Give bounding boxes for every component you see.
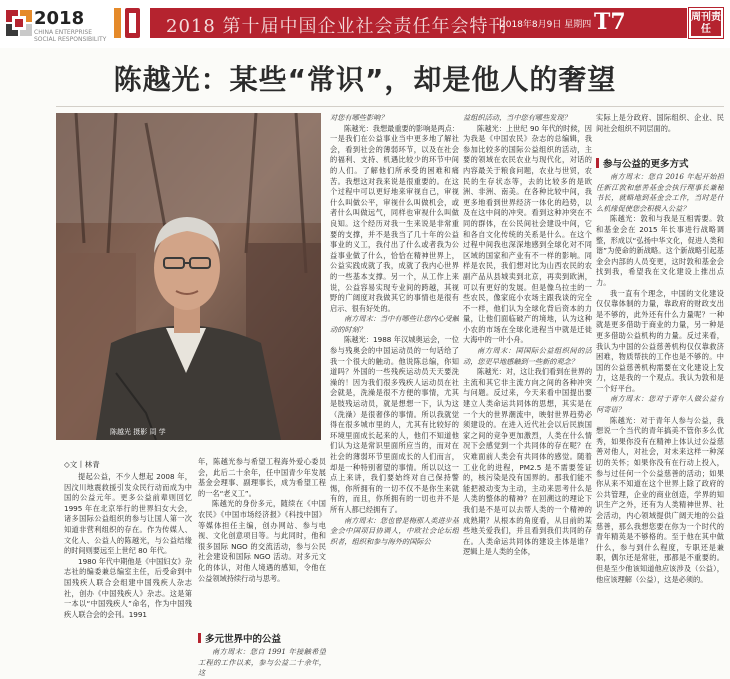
page-header [0,0,730,48]
heading-marker [198,633,201,643]
article-column-5 [596,172,724,677]
question-text [198,647,326,677]
portrait-photo [56,113,321,440]
banner-title: 2018 第十届中国企业社会责任年会特刊 [166,16,508,37]
logo-year: 2018 [34,8,85,29]
answer-paragraph: 陈越光：我想最重要的影响是两点：一是我们在公益事业当中更多地了解社会，看到社会的薄弱环节，以及在社会的福利、支持、机遇比较少的环节中间的人们。了解他们所承受的困难和痛苦。我想这对我来说是很重要的。在这个过程中可以更好地来审视自己，审视什么叫做公平，审视什么叫做机会，或者什么叫做远气，同样也审视什么叫做良知。这个经历对我一生来说是非常重要的支撑，并不是我当了几十年的公益事业的义工，我付出了什么或者我为公益事业做了什么，恰恰在精神世界上，公益实践成就了我，成就了我内心世界的一些基本支撑。另一个，从工作上来说，公益容易实现专业间的跨越，其视野的广阔度对我做其它的事情也是很有启示、很有好处的。 [330,123,459,313]
issue-date: 2018年8月9日 星期四 [500,20,592,30]
answer-paragraph: 陈越光：对于青年人参与公益，我想说一个当代的青年搞美不管你多么优秀，如果你没有在精神上体认过公益慈善对他人，对社会，对未来这样一种深切的关怀；如果你没有在行动上投入，参与过任何一个公益慈善的活动；如果你从来不知道在这个世界上除了政府的公共管理，企业的商业创造，学界的知识生产之外，还有为人类精神世界、社会活动，内心领域提供广阔天地的公益慈善，那么我想您要在你为一个时代的青年精英是不够格的。至于他在其中做什么，参与到什么程度，专职还是兼职，偶尔还是常驻，那都是不重要的。但是至少他该知道他应该涉及（公益），他应该理解（公益），这是必须的。 [596,415,724,584]
paragraph: 提起公益，不少人想起 2008 年，因汶川地震救援引发众民行动而成为中国的公益元年。更多公益前辈则回忆 1995 年在北京举行的世界妇女大会，诸多国际公益组织的参与让国人第一次知道非营利组织的存在。作为传媒人、文化人、公益人的陈越光，与公益结缘的时间则要远至上世纪 80 年代。 [64,472,192,556]
heading-text: 多元世界中的公益 [205,634,282,645]
question-text: 对您有哪些影响？ [330,113,388,122]
column-seal: 周刊责任 [689,8,723,38]
paragraph: 年，陈越光参与希望工程海外爱心委员会，此后二十余年，任中国青少年发展基金会理事、副理事长，成为希望工程的一名“老义工”。 [198,457,326,498]
article-column-1 [64,472,192,677]
article-headline: 陈越光：某些“常识”，却是他人的奢望 [113,63,617,96]
heading-marker [596,158,599,168]
answer-paragraph: 陈越光：上世纪 90 年代的时候，因为我是《中国农民》杂志的总编辑，我参加比较多的国际公益组织的活动，主要的领域在农民农业与现代化，对话的内容最关于粮食问题，农业与世贸，农民的生存状态等，去的比较多的是欧洲、非洲、南美。在各种比较中间，我更多地看到世界经济一体化的趋势，以及在这中间的冲突。看到这种冲突在不同的群体，在公民间社会建设中间，它和各自文化传统的关系是什么。在这个过程中间我也深深地感到全球化对不同区域的国家和产业有不一样的影响。同样是农民，我们想对比为山西农民的农副产品从县城卖到北京，再卖到欧洲，可以有更好的发展。但是像乌拉圭的一些农民，像家庭小农场主跟我谈的完全不一样，他们认为全球化背后资本的力量，让他们面临破产的境地，认为这种小农的市场在全球化进程当中就是迁徙大海中的一叶小舟。 [463,123,592,345]
question-text: 南方周末：国国际公益组织间的活动，您更早地感触到一些新的观念？ [463,346,592,366]
article-column-4 [463,113,592,677]
paragraph: 实际上是分政府、国际组织、企业、民间社会组织不同层面的。 [596,113,724,133]
heading-text: 参与公益的更多方式 [603,159,689,170]
question-text: 南方周末：当中有哪些让您内心受触动的时刻？ [330,314,459,334]
question-text: 益组织活动，当中您有哪些发现？ [463,113,571,122]
page-number: T7 [594,9,626,35]
section-heading-more-ways [596,156,689,170]
paragraph: 南方周末：您自 1991 年接触希望工程的工作以来，参与公益二十余年，这 [198,647,326,677]
answer-paragraph: 陈越光：对，这让我们看到在世界的主流和其它非主流方向之间的各种冲突与问题。反过来，今天来看中国提出要建立人类命运共同体的思想，其实是在一个大的世界潮流中，映射世界趋势必须建设的。在进入近代社会以后民族国家之间的竞争更加激烈，人类在什么情况下会感觉到一个共同体的存在呢？在灾难面前人类会有共同体的感觉。随着工业化的进程，PM2.5 是不需要签证的，核污染是没有国界的。那我们能不能把被动变为主动，主动来思考什么是人类的整体的精神？在回溯这的理论下我们是不是可以去帮人类的一个精神的成熟期？从根本的角度看，从目前的某些地关爱我们，并且看到我们共同的存在。人类命运共同体的建设主体是谁？逻辑上是人类的全体， [463,367,592,557]
answer-paragraph: 陈越光：敦和与我是互相需要。敦和基金会在 2015 年长事进行战略调整，形成以“弘扬中华文化，促进人类和谐”为使命的新战略。这个新战略引起基金会内部的人员变更，这时敦和基金会找到我，希望我在文化建设上推出点力。 [596,214,724,287]
article-author: ◇文丨林青 [64,460,100,469]
paragraph: 1980 年代中期他是《中国妇女》杂志社的编委兼总编室主任，后受命到中国残疾人联合会组建中国残疾人杂志社，创办《中国残疾人》杂志。这是第一本以“中国残疾人”命名，作为中国残疾人联合会的会刊。1991 [64,556,192,619]
question-text: 南方周末：您自 2016 年起开始担任新江敦和慈善基金会执行理事长兼秘书长，就略地到基金会工作，当时是什么机缘促使您会积极入公益？ [596,172,724,213]
photo-caption: 陈越光 摄影 周 学 [110,428,166,436]
article-column-5-top [596,113,724,137]
paragraph: 陈越光的身份多元，随续在《中国农民》《中国市场经济报》《科技中国》等媒体担任主编，创办网站、参与电视、文化创意项目等。与此同时，他和很多国际 NGO 的交流活动，参与公民社会建设和国际 NGO 活动。对多元文化的体认，对他人境遇的感知，令他在公益领域持续行动与思考。 [198,499,326,582]
logo-tagline: CHINA ENTERPRISE SOCIAL RESPONSIBILITY [34,29,107,43]
answer-paragraph: 我一直有个理念，中国的文化建设仅仅靠体制的力量，靠政府的财政支出是不够的，此外还有什么力量呢？一种就是更多借助于商业的力量，另一种是更多借助公益机构的力量。反过来看，我认为中国的公益慈善机构仅仅靠救济困难，物质帮扶的工作也是不够的。中国的公益慈善机构需要在文化建设上发力，这是我的一个观点。我认为敦和是一个好平台。 [596,288,724,393]
issue-banner [150,8,687,38]
headline-divider [56,106,724,107]
question-text: 南方周末：您也曾是梅那人类进步基金会中国项目协调人，中欧社会论坛组织者，组织和参与海外的国际公 [330,515,459,546]
section-heading-pluralistic-world [198,631,281,645]
question-text: 南方周末：您对于青年人做公益有何寄语？ [596,394,724,415]
article-column-3 [330,113,459,677]
answer-paragraph: 陈越光：1988 年汉城奥运会，一位参与残奥会的中国运动员的一句话给了我一个很大的触动。他说陈总编，你知道吗？外国的一些残疾运动员天天要洗澡的！因为我们很多残疾人运动员在社会就是，洗澡是很不方便的事情，尤其是肢残运动员，就是想想一下，认为这（洗澡）是很奢侈的事情。所以我就觉得在很多城市里的人，尤其有比较好的环境里面成长起来的人，他们不知道他们认为这是常识里面所应当的，而对在社会的薄弱环节里面成长的人们而言，却是一种特别奢望的事情。所以以这一点上来讲，我们要始终对自己保持警惕，你所拥有的一切不仅不是你生来就有的，而且，你所拥有的一切也并不是所有人都已经拥有了。 [330,335,459,514]
tenth-anniversary-logo-icon [112,6,142,40]
article-column-2 [198,457,326,582]
conference-logo-icon [6,10,32,36]
portrait-illustration [56,113,321,440]
